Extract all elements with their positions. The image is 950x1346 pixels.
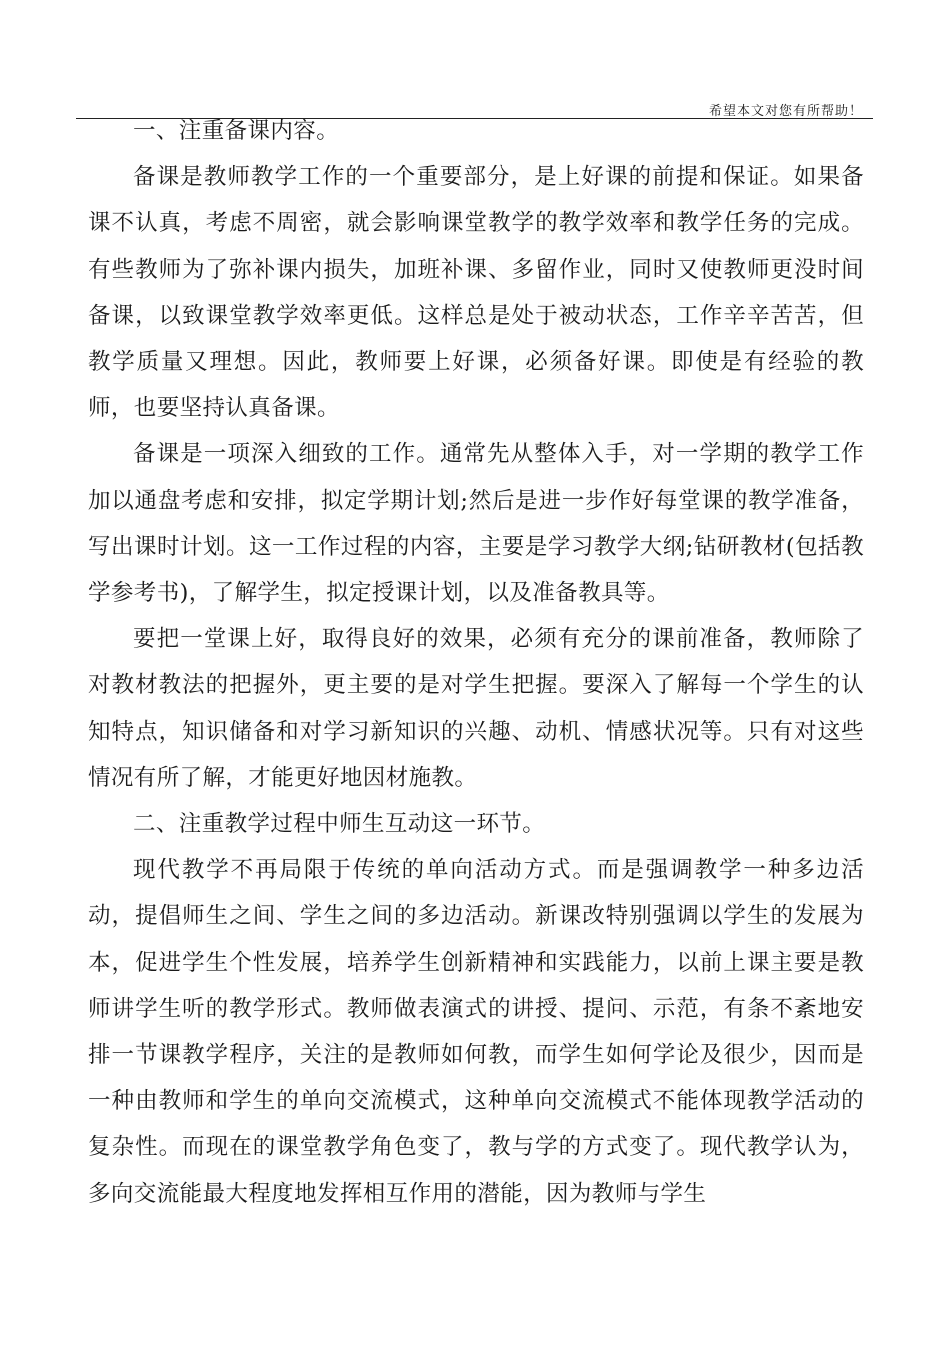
section-heading-1: 一、注重备课内容。 <box>133 118 340 144</box>
paragraph-1: 备课是教师教学工作的一个重要部分，是上好课的前提和保证。如果备课不认真，考虑不周密，就会影响课堂教学的教学效率和教学任务的完成。有些教师为了弥补课内损失，加班补课、多留作业，同时又使教师更没时间备课，以致课堂教学效率更低。这样总是处于被动状态，工作辛辛苦苦，但教学质量又理想。因此，教师要上好课，必须备好课。即使是有经验的教师，也要坚持认真备课。 <box>88 164 864 422</box>
document-body <box>88 108 864 1217</box>
section-heading-2: 二、注重教学过程中师生互动这一环节。 <box>133 811 546 838</box>
paragraph-2: 备课是一项深入细致的工作。通常先从整体入手，对一学期的教学工作加以通盘考虑和安排，拟定学期计划;然后是进一步作好每堂课的教学准备，写出课时计划。这一工作过程的内容，主要是学习教学大纲;钻研教材(包括教学参考书)，了解学生，拟定授课计划，以及准备教具等。 <box>88 441 864 607</box>
header-text: 希望本文对您有所帮助！ <box>708 104 863 119</box>
paragraph-4: 现代教学不再局限于传统的单向活动方式。而是强调教学一种多边活动，提倡师生之间、学生之间的多边活动。新课改特别强调以学生的发展为本，促进学生个性发展，培养学生创新精神和实践能力，以前上课主要是教师讲学生听的教学形式。教师做表演式的讲授、提问、示范，有条不紊地安排一节课教学程序，关注的是教师如何教，而学生如何学论及很少，因而是一种由教师和学生的单向交流模式，这种单向交流模式不能体现教学活动的复杂性。而现在的课堂教学角色变了，教与学的方式变了。现代教学认为，多向交流能最大程度地发挥相互作用的潜能，因为教师与学生 <box>88 857 864 1207</box>
paragraph-3: 要把一堂课上好，取得良好的效果，必须有充分的课前准备，教师除了对教材教法的把握外，更主要的是对学生把握。要深入了解每一个学生的认知特点，知识储备和对学习新知识的兴趣、动机、情感状况等。只有对这些情况有所了解，才能更好地因材施教。 <box>88 626 864 791</box>
